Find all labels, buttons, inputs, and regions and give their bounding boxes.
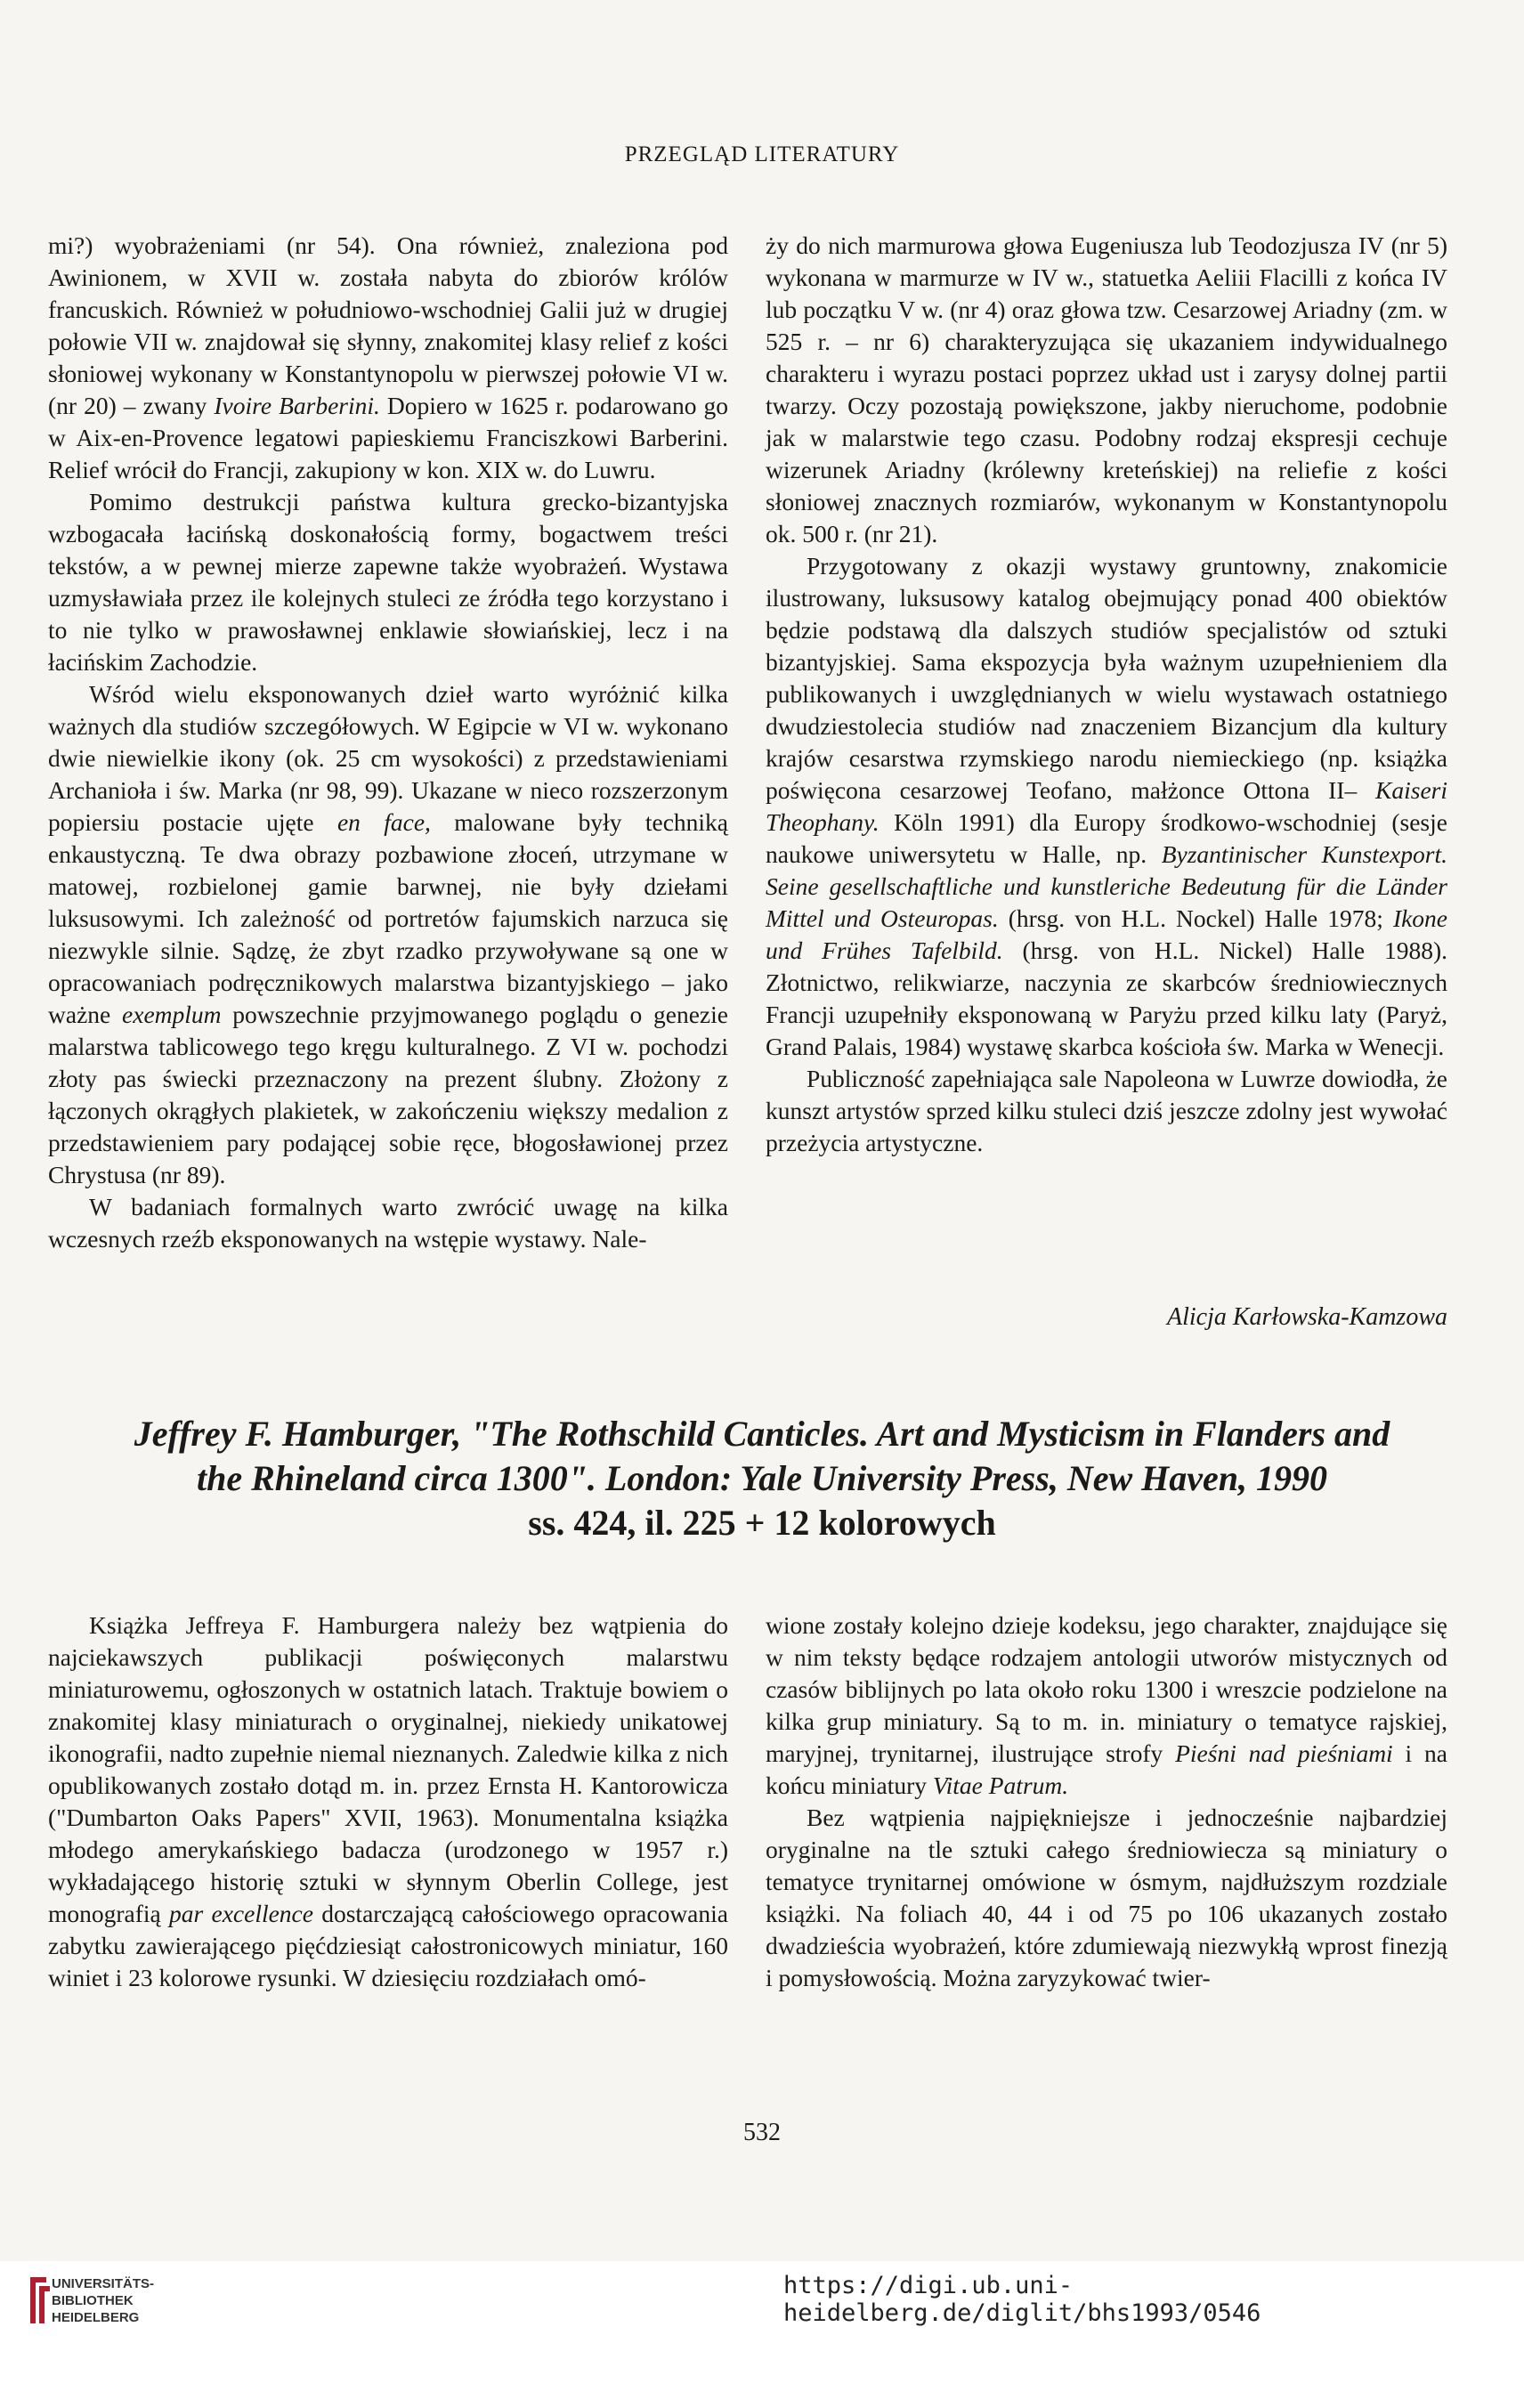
paragraph [48, 230, 728, 486]
review-heading [36, 1412, 1488, 1545]
italic-title: Vitae Patrum. [932, 1772, 1069, 1799]
heading-line: Jeffrey F. Hamburger, "The Rothschild Canticles. Art and Mysticism in Flanders and [134, 1414, 1390, 1454]
text-span: malowane były techniką enkaustyczną. Te dwa obrazy pozbawione złoceń, utrzymane w matowej, rozbielonej gamie barwnej, nie były dziełami luksusowymi. Ich zależność od portretów fajumskich narzuca się niezwykle silnie. Sądzę, że zbyt rzadko przywoływane są one w opracowaniach podręcznikowych malarstwa bizantyjskiego – jako ważne [48, 808, 729, 1028]
text-column-left-bottom [48, 1609, 728, 1994]
page-number: 532 [743, 2119, 781, 2146]
library-name-line: HEIDELBERG [52, 2310, 140, 2325]
text-span: wione zostały kolejno dzieje kodeksu, jego charakter, znajdujące się w nim teksty będące rodzajem antologii utworów mistycznych od czasów biblijnych po lata około roku 1300 i wreszcie podzielone na kilka grup miniatury. Są to m. in. miniatury o tematyce rajskiej, maryjnej, trynitarnej, ilustrujące strofy [766, 1611, 1447, 1767]
permalink-url[interactable]: https://digi.ub.uni-heidelberg.de/diglit/bhs1993/0546 [783, 2272, 1261, 2327]
running-head: PRZEGLĄD LITERATURY [624, 142, 900, 166]
text-span: Przygotowany z okazji wystawy gruntowny, znakomicie ilustrowany, luksusowy katalog obejmujący ponad 400 obiektów będzie podstawą dla dalszych studiów specjalistów od sztuki bizantyjskiej. Sama ekspozycja była ważnym uzupełnieniem dla publikowanych i uwzględnianych w wielu wystawach ostatniego dwudziestolecia studiów nad znaczeniem Bizancjum dla kultury krajów cesarstwa rzymskiego narodu niemieckiego (np. książka poświęcona cesarzowej Teofano, małżonce Ottona II– [766, 552, 1447, 804]
text-span: (hrsg. von H.L. Nockel) Halle 1978; [998, 904, 1393, 932]
paragraph: Publiczność zapełniająca sale Napoleona w Luwrze dowiodła, że kunszt artystów sprzed kilku stuleci dziś jeszcze zdolny jest wywołać przeżycia artystyczne. [766, 1065, 1447, 1156]
paragraph [48, 1609, 728, 1994]
text-column-left-top [48, 230, 728, 1255]
author-signature: Alicja Karłowska-Kamzowa [1166, 1303, 1447, 1331]
text-span: (hrsg. von H.L. Nickel) Halle 1988). Złotnictwo, relikwiarze, naczynia ze skarbców średniowiecznych Francji uzupełniły eksponowaną w Paryżu przed kilku laty (Paryż, Grand Palais, 1984) wystawę skarbca kościoła św. Marka w Wenecji. [766, 936, 1447, 1060]
library-name-line: UNIVERSITÄTS- [52, 2276, 155, 2291]
heading-line: the Rhineland circa 1300". London: Yale University Press, New Haven, 1990 [197, 1458, 1327, 1498]
library-name [52, 2275, 154, 2326]
paragraph: Pomimo destrukcji państwa kultura grecko-bizantyjska wzbogacała łacińską doskonałością formy, bogactwem treści tekstów, a w pewnej mierze zapewne także wyobrażeń. Wystawa uzmysławiała przez ile kolejnych stuleci ze źródła tego korzystano i to nie tylko w prawosławnej enklawie słowiańskiej, lecz i na łacińskim Zachodzie. [48, 488, 728, 676]
text-span: Wśród wielu eksponowanych dzieł warto wyróżnić kilka ważnych dla studiów szczegółowych. W Egipcie w VI w. wykonano dwie niewielkie ikony (ok. 25 cm wysokości) z przedstawieniami Archanioła i św. Marka (nr 98, 99). Ukazane w nieco rozszerzonym popiersiu postacie ujęte [48, 680, 728, 836]
paragraph [766, 550, 1447, 1063]
text-span: dostarczającą całościowego opracowania zabytku zawierającego pięćdziesiąt całostronicowych miniatur, 160 winiet i 23 kolorowe rysunki. W dziesięciu rozdziałach omó- [48, 1900, 728, 1991]
italic-term: en face, [336, 808, 431, 836]
text-span: Dopiero w 1625 r. podarowano go w Aix-en-Provence legatowi papieskiemu Franciszkowi Barberini. Relief wrócił do Francji, zakupiony w kon. XIX w. do Luwru. [48, 392, 729, 483]
italic-title: Ikone und Frühes Tafelbild. [766, 904, 1448, 964]
text-span: Książka Jeffreya F. Hamburgera należy bez wątpienia do najciekawszych publikacji poświęconych malarstwu miniaturowemu, ogłoszonych w ostatnich latach. Traktuje bowiem o znakomitej klasy miniaturach o oryginalnej, niekiedy unikatowej ikonografii, nadto zupełnie niemal nieznanych. Zaledwie kilka z nich opublikowanych zostało dotąd m. in. przez Ernsta H. Kantorowicza ("Dumbarton Oaks Papers" XVII, 1963). Monumentalna książka młodego amerykańskiego badacza (urodzonego w 1957 r.) wykładającego historię sztuki w słynnym Oberlin College, jest monografią [48, 1611, 728, 1927]
paragraph [48, 678, 728, 1191]
italic-term: par excellence [169, 1900, 313, 1927]
heading-meta: ss. 424, il. 225 + 12 kolorowych [528, 1503, 996, 1543]
paragraph: ży do nich marmurowa głowa Eugeniusza lub Teodozjusza IV (nr 5) wykonana w marmurze w IV w., statuetka Aeliii Flacilli z końca IV lub początku V w. (nr 4) oraz głowa tzw. Cesarzowej Ariadny (zm. w 525 r. – nr 6) charakteryzująca się ukazaniem indywidualnego charakteru i wyrazu postaci poprzez układ ust i zarysy dolnej partii twarzy. Oczy pozostają powiększone, jakby nieruchome, podobnie jak w malarstwie tego czasu. Podobny rodzaj ekspresji cechuje wizerunek Ariadny (królewny kreteńskiej) na reliefie z kości słoniowej znacznych rozmiarów, wykonanym w Konstantynopolu ok. 500 r. (nr 21). [766, 231, 1447, 547]
paragraph: W badaniach formalnych warto zwrócić uwagę na kilka wczesnych rzeźb eksponowanych na wstępie wystawy. Nale- [48, 1193, 728, 1253]
library-name-line: BIBLIOTHEK [52, 2293, 134, 2308]
italic-title: Pieśni nad pieśniami [1175, 1739, 1393, 1767]
text-span: mi?) wyobrażeniami (nr 54). Ona również, znaleziona pod Awinionem, w XVII w. została nabyta do zbiorów królów francuskich. Również w południowo-wschodniej Galii już w drugiej połowie VII w. znajdował się słynny, znakomitej klasy relief z kości słoniowej wykonany w Konstantynopolu w pierwszej połowie VI w. (nr 20) – zwany [48, 231, 728, 419]
text-column-right-top [766, 230, 1447, 1159]
italic-term: exemplum [122, 1001, 222, 1028]
text-column-right-bottom [766, 1609, 1447, 1994]
text-span: i na końcu miniatury [766, 1739, 1447, 1799]
italic-title: Byzantinischer Kunstexport. Seine gesellschaftliche und kunstleriche Bedeutung für die Länder Mittel und Osteuropas. [766, 840, 1447, 932]
paragraph: Bez wątpienia najpiękniejsze i jednocześnie najbardziej oryginalne na tle sztuki całego średniowiecza są miniatury o tematyce trynitarnej omówione w ósmym, najdłuższym rozdziale książki. Na foliach 40, 44 i od 75 po 106 ukazanych zostało dwadzieścia wyobrażeń, które zdumiewają niezwykłą wprost finezją i pomysłowością. Można zaryzykować twier- [766, 1804, 1447, 1991]
italic-title: Kaiseri Theophany. [766, 776, 1447, 836]
library-logo-mark-icon [27, 2274, 53, 2327]
text-span: powszechnie przyjmowanego poglądu o genezie malarstwa tablicowego tego kręgu kulturalnego. Z VI w. pochodzi złoty pas świecki przeznaczony na prezent ślubny. Złożony z łączonych okrągłych plakietek, w zakończeniu większy medalion z przedstawieniem pary podającej sobie ręce, błogosławionej przez Chrystusa (nr 89). [48, 1001, 728, 1188]
text-span: Köln 1991) dla Europy środkowo-wschodniej (sesje naukowe uniwersytetu w Halle, np. [766, 808, 1447, 868]
paragraph [766, 1609, 1447, 1802]
italic-title: Ivoire Barberini. [214, 392, 380, 419]
